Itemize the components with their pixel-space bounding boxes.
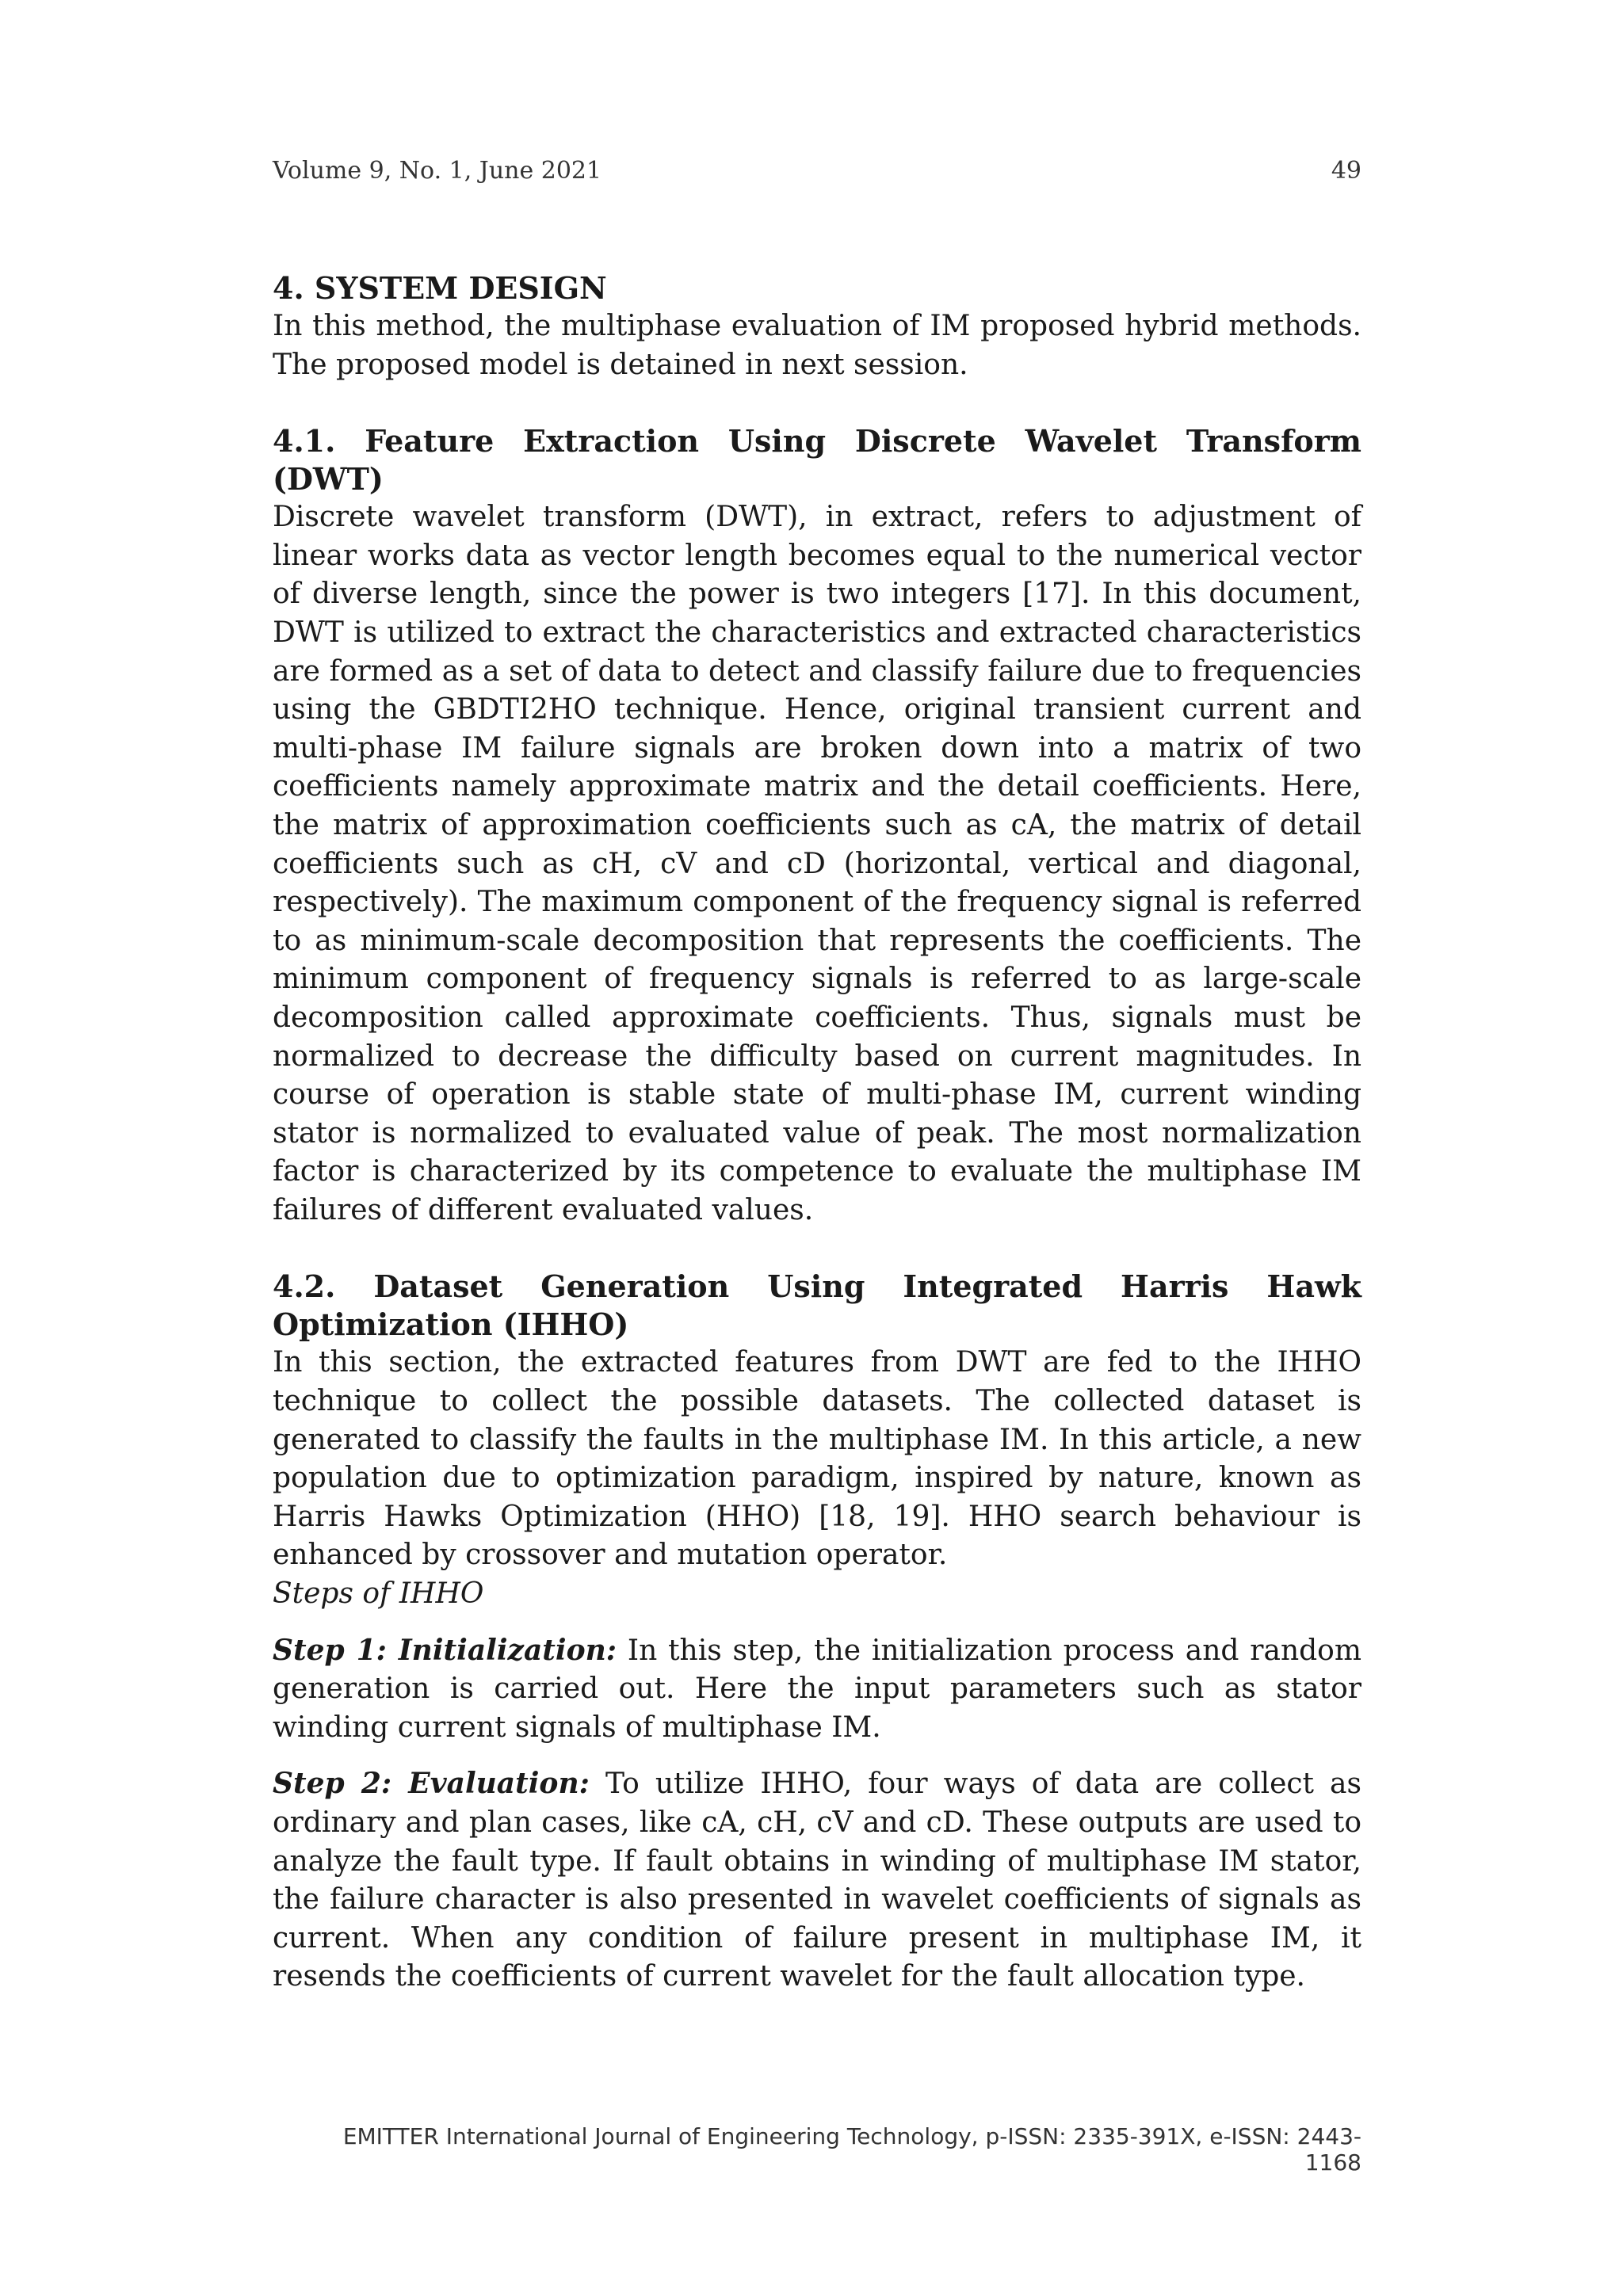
running-header — [273, 157, 1361, 185]
body-column — [273, 269, 1361, 1997]
steps-title: Steps of IHHO — [273, 1577, 484, 1611]
step-1-paragraph — [273, 1631, 1361, 1748]
ihho-paragraph: In this section, the extracted features from DWT are fed to the IHHO technique to collect the possible datasets. The collected dataset is generated to classify the faults in the multiphase IM. In this article, a new population due to optimization paradigm, inspired by nature, known as Harris Hawks Optimization (HHO) [18, 19]. HHO search behaviour is enhanced by crossover and mutation operator. — [273, 1346, 1361, 1572]
section-heading-system-design: 4. SYSTEM DESIGN — [273, 270, 607, 306]
section-intro-paragraph: In this method, the multiphase evaluation of IM proposed hybrid methods. The proposed model is detained in next session. — [273, 310, 1361, 381]
volume-info: Volume 9, No. 1, June 2021 — [273, 157, 602, 185]
step-2-text: To utilize IHHO, four ways of data are collect as ordinary and plan cases, like cA, cH, cV and cD. These outputs are used to analyze the fault type. If fault obtains in winding of multiphase IM stator, the failure character is also presented in wavelet coefficients of signals as current. When any condition of failure present in multiphase IM, it resends the coefficients of current wavelet for the fault allocation type. — [273, 1768, 1361, 1993]
subsection-heading-ihho: 4.2. Dataset Generation Using Integrated Harris Hawk Optimization (IHHO) — [273, 1268, 1361, 1343]
subsection-heading-dwt: 4.1. Feature Extraction Using Discrete Wavelet Transform (DWT) — [273, 423, 1361, 498]
page-number: 49 — [1331, 157, 1361, 185]
step-1-text: In this step, the initialization process and random generation is carried out. Here the input parameters such as stator winding current signals of multiphase IM. — [273, 1634, 1361, 1744]
step-2-paragraph — [273, 1764, 1361, 1997]
step-2-label: Step 2: Evaluation: — [273, 1767, 590, 1801]
running-footer: EMITTER International Journal of Engineering Technology, p-ISSN: 2335-391X, e-ISSN: 2443-1168 — [342, 2123, 1361, 2176]
dwt-paragraph: Discrete wavelet transform (DWT), in extract, refers to adjustment of linear works data as vector length becomes equal to the numerical vector of diverse length, since the power is two integers [17]. In this document, DWT is utilized to extract the characteristics and extracted characteristics are formed as a set of data to detect and classify failure due to frequencies using the GBDTI2HO technique. Hence, original transient current and multi-phase IM failure signals are broken down into a matrix of two coefficients namely approximate matrix and the detail coefficients. Here, the matrix of approximation coefficients such as cA, the matrix of detail coefficients such as cH, cV and cD (horizontal, vertical and diagonal, respectively). The maximum component of the frequency signal is referred to as minimum-scale decomposition that represents the coefficients. The minimum component of frequency signals is referred to as large-scale decomposition called approximate coefficients. Thus, signals must be normalized to decrease the difficulty based on current magnitudes. In course of operation is stable state of multi-phase IM, current winding stator is normalized to evaluated value of peak. The most normalization factor is characterized by its competence to evaluate the multiphase IM failures of different evaluated values. — [273, 501, 1361, 1226]
step-1-label: Step 1: Initialization: — [273, 1633, 617, 1667]
